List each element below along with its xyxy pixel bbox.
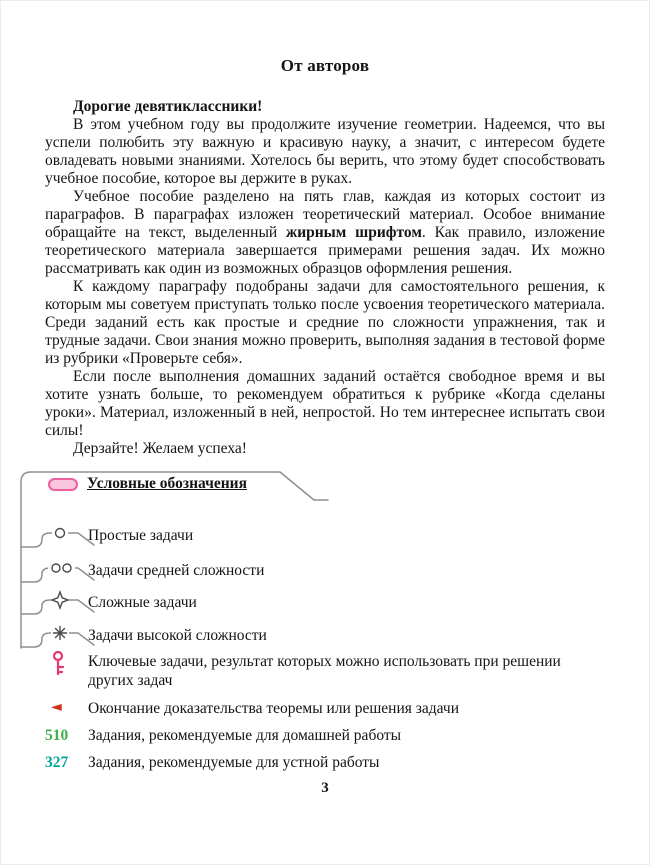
- legend-item-label: Сложные задачи: [88, 594, 197, 611]
- oral-number-marker: 327: [45, 754, 69, 771]
- greeting-paragraph: Дорогие девятиклассники!: [73, 98, 263, 115]
- single-circle-icon: [52, 525, 68, 541]
- legend-item-label: Задания, рекомендуемые для домашней работы: [88, 727, 402, 744]
- intro-paragraph-4: Если после выполнения домашних заданий остаётся свободное время и вы хотите узнать больше, то рекомендуем обратиться к рубрике «Когда сделаны уроки». Материал, изложенный в ней, непростой. Но тем интереснее испытать свои силы!: [45, 368, 605, 439]
- page-number: 3: [321, 780, 329, 796]
- intro-paragraph-2: [45, 188, 605, 278]
- legend-item-label: Задания, рекомендуемые для устной работы: [88, 754, 380, 771]
- homework-number-marker: 510: [45, 727, 69, 744]
- legend-item-label: Задачи высокой сложности: [88, 627, 267, 644]
- legend-item-label: Ключевые задачи, результат которых можно использовать при решении других задач: [88, 653, 561, 689]
- paragraph-text: Учебное пособие разделено на пять глав, каждая из которых состоит из параграфов. В параграфах изложен теоретический материал. Особое внимание обращайте на текст, выделенный: [45, 188, 605, 241]
- legend-section: [18, 466, 632, 778]
- legend-title: Условные обозначения: [87, 475, 248, 492]
- paragraph-text: . Как правило, изложение теоретического материала завершается примерами решения задач. Их можно рассматривать как один из возможных образцов оформления решения.: [45, 224, 605, 277]
- bold-term: жирным шрифтом: [285, 224, 422, 241]
- intro-paragraph-1: В этом учебном году вы продолжите изучение геометрии. Надеемся, что вы успели полюбить эту важную и красивую науку, а значит, с интересом будете овладевать новыми знаниями. Хотелось бы верить, что этому будет способствовать учебное пособие, которое вы держите в руках.: [45, 116, 605, 187]
- double-circle-icon: [48, 560, 75, 576]
- legend-header: [48, 475, 247, 493]
- intro-paragraph-5: Дерзайте! Желаем успеха!: [73, 440, 247, 457]
- page-title: От авторов: [280, 56, 370, 75]
- legend-item-label: Задачи средней сложности: [88, 562, 265, 579]
- pink-pill-icon: [48, 478, 78, 491]
- intro-paragraph-3: К каждому параграфу подобраны задачи для самостоятельного решения, к которым мы советуем приступать только после усвоения теоретического материала. Среди заданий есть как простые и средние по сложности упражнения, так и трудные задачи. Свои знания можно проверить, выполняя задания в тестовой форме из рубрики «Проверьте себя».: [45, 278, 605, 367]
- end-of-proof-icon: ◄: [51, 699, 62, 715]
- snowflake-icon: [51, 624, 69, 642]
- legend-item-label: Простые задачи: [88, 527, 194, 544]
- legend-item-label: Окончание доказательства теоремы или решения задачи: [88, 700, 460, 717]
- four-point-star-icon: [51, 591, 69, 609]
- key-icon: [50, 650, 66, 681]
